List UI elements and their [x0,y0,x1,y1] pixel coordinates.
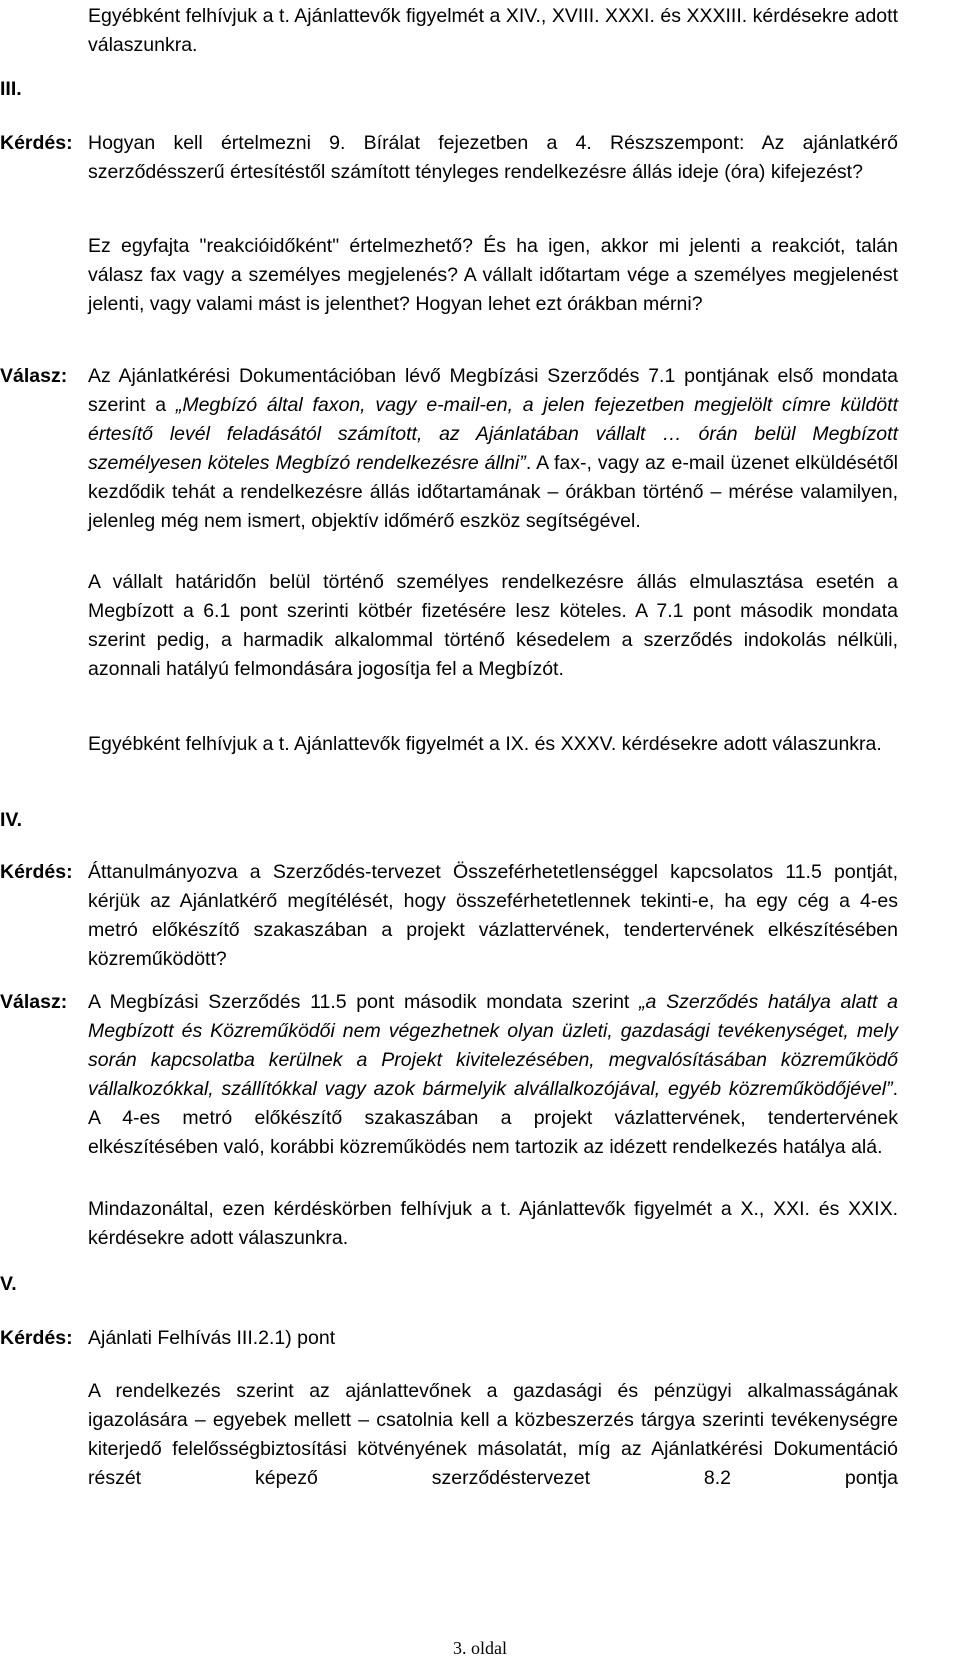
question-label: Kérdés: [0,1327,73,1349]
answer-text [88,988,898,1162]
question-text: Ajánlati Felhívás III.2.1) pont [88,1327,336,1349]
section-heading-iii: III. [0,78,22,100]
section-heading-v: V. [0,1273,17,1295]
question-text-continued: A rendelkezés szerint az ajánlattevőnek a gazdasági és pénzügyi alkalmasságának igazolására – egyebek mellett – csatolnia kell a közbeszerzés tárgya szerinti tevékenységre kiterjedő felelősségbiztosítási kötvényének másolatát, míg az Ajánlatkérési Dokumentáció részét képező szerződéstervezet 8.2 pontja [88,1380,898,1489]
page-number: 3. oldal [453,1638,507,1658]
answer-paragraph-3: Egyébként felhívjuk a t. Ajánlattevők figyelmét a IX. és XXXV. kérdésekre adott válaszunkra. [88,733,882,755]
answer-paragraph-2: A vállalt határidőn belül történő személyes rendelkezésre állás elmulasztása esetén a Megbízott a 6.1 pont szerinti kötbér fizetésére lesz köteles. A 7.1 pont második mondata szerint pedig, a harmadik alkalommal történő késedelem a szerződés indokolás nélküli, azonnali hatályú felmondására jogosítja fel a Megbízót. [88,571,898,680]
answer-label: Válasz: [0,365,68,387]
question-label: Kérdés: [0,132,73,154]
question-label: Kérdés: [0,861,73,883]
question-text-continued: Ez egyfajta "reakcióidőként" értelmezhető? És ha igen, akkor mi jelenti a reakciót, talán válasz fax vagy a személyes megjelenés? A vállalt időtartam vége a személyes megjelenést jelenti, vagy valami mást is jelenthet? Hogyan lehet ezt órákban mérni? [88,235,898,315]
answer-quote: „Megbízó által faxon, vagy e-mail-en, a jelen fejezetben megjelölt címre küldött értesítő levél feladásától számított, az Ajánlatában vállalt … órán belül Megbízott személyesen köteles Megbízó rendelkezésre állni” [88,394,898,474]
section-heading-iv: IV. [0,809,23,831]
answer-label: Válasz: [0,991,68,1013]
answer-text-trail: . A fax-, vagy az e-mail üzenet elküldésétől kezdődik tehát a rendelkezésre állás időtartamának – órákban történő – mérése valamilyen, jelenleg még nem ismert, objektív időmérő eszköz segítségével. [88,452,899,532]
answer-text [88,362,898,536]
answer-paragraph-2: Mindazonáltal, ezen kérdéskörben felhívjuk a t. Ajánlattevők figyelmét a X., XXI. és XXIX. kérdésekre adott válaszunkra. [88,1198,898,1249]
answer-text-lead: A Megbízási Szerződés 11.5 pont második mondata szerint [88,991,640,1013]
question-text: Áttanulmányozva a Szerződés-tervezet Összeférhetetlenséggel kapcsolatos 11.5 pontját, kérjük az Ajánlatkérő megítélését, hogy összeférhetetlennek tekinti-e, ha egy cég a 4-es metró előkészítő szakaszában a projekt vázlattervének, tendertervének elkészítésében közreműködött? [88,861,898,970]
paragraph-intro: Egyébként felhívjuk a t. Ajánlattevők figyelmét a XIV., XVIII. XXXI. és XXXIII. kérdésekre adott válaszunkra. [88,5,898,56]
question-text: Hogyan kell értelmezni 9. Bírálat fejezetben a 4. Részszempont: Az ajánlatkérő szerződésszerű értesítéstől számított tényleges rendelkezésre állás ideje (óra) kifejezést? [88,132,898,183]
answer-text-trail: . A 4-es metró előkészítő szakaszában a projekt vázlattervének, tendertervének elkészítésében való, korábbi közreműködés nem tartozik az idézett rendelkezés hatálya alá. [88,1078,898,1158]
answer-text-lead: Az Ajánlatkérési Dokumentációban lévő Megbízási Szerződés 7.1 pontjának első mondata szerint a [88,365,898,416]
answer-quote: „a Szerződés hatálya alatt a Megbízott és Közreműködői nem végezhetnek olyan üzleti, gazdasági tevékenységet, mely során kapcsolatba kerülnek a Projekt kivitelezésében, megvalósításában közreműködő vállalkozókkal, szállítókkal vagy azok bármelyik alvállalkozójával, egyéb közreműködőjével” [88,991,898,1100]
